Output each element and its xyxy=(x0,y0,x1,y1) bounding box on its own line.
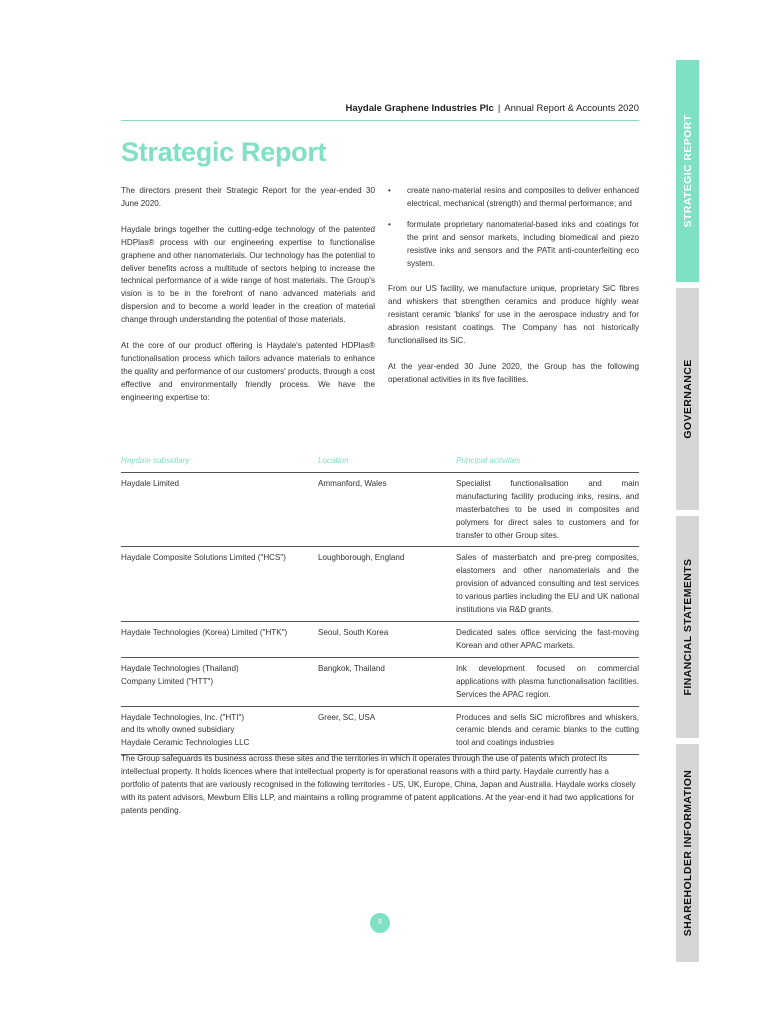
subsidiary-cell xyxy=(121,663,318,702)
activities-cell: Specialist functionalisation and main manufacturing facility producing inks, resins, and masterbatches to be used in composites and polymers for direct sales to customers and for transfer to other Group sites. xyxy=(456,478,639,540)
location-cell: Seoul, South Korea xyxy=(318,627,389,637)
tab-shareholder-information[interactable] xyxy=(676,744,699,962)
subsidiary-name-line-2: and its wholly owned subsidiary xyxy=(121,725,235,735)
header-activities: Principal activities xyxy=(456,456,521,465)
activities-cell: Sales of masterbatch and pre-preg composites, elastomers and other nanomaterials and the provision of advanced consulting and test services to various parties including the EU and UK national institutions via R&D grants. xyxy=(456,553,639,615)
activities-cell: Dedicated sales office servicing the fast-moving Korean and other APAC markets. xyxy=(456,627,639,650)
subsidiary-name: Haydale Technologies, Inc. ("HTI") xyxy=(121,712,245,722)
tab-governance[interactable] xyxy=(676,288,699,510)
subsidiary-cell xyxy=(121,478,318,543)
subsidiary-cell xyxy=(121,712,318,751)
tab-label: STRATEGIC REPORT xyxy=(681,114,694,228)
running-header xyxy=(121,103,639,114)
location-cell: Bangkok, Thailand xyxy=(318,663,385,673)
header-location: Location xyxy=(318,456,349,465)
location-cell: Greer, SC, USA xyxy=(318,712,376,722)
bullet-text: create nano-material resins and composites to deliver enhanced electrical, mechanical (strength) and thermal performance; and xyxy=(407,186,639,208)
subsidiaries-table xyxy=(121,455,639,755)
bullet-icon: • xyxy=(388,219,391,229)
intro-paragraph: The directors present their Strategic Report for the year-ended 30 June 2020. xyxy=(121,186,375,208)
tab-label: GOVERNANCE xyxy=(681,359,694,439)
subsidiary-name: Haydale Limited xyxy=(121,478,180,488)
subsidiary-name: Haydale Technologies (Korea) Limited ("HTK") xyxy=(121,627,288,637)
tab-label: FINANCIAL STATEMENTS xyxy=(681,558,694,696)
vision-paragraph: Haydale brings together the cutting-edge technology of the patented HDPlas® process with our engineering expertise to functionalise graphene and other nanomaterials. Our technology has the potential to deliver benefits across a multitude of sectors helping to increase the technical performance of a wide range of host materials. The Group's vision is to be in the forefront of nano advanced materials and dispersion and to become a world leader in the creation of material change through understanding the potential of those materials. xyxy=(121,224,375,325)
header-divider xyxy=(121,120,639,121)
expertise-list xyxy=(388,185,639,270)
list-item xyxy=(388,185,639,211)
table-row xyxy=(121,622,639,658)
bullet-icon: • xyxy=(388,186,391,195)
page-number: 9 xyxy=(370,913,390,933)
tab-strategic-report[interactable] xyxy=(676,60,699,282)
subsidiary-cell xyxy=(121,627,318,653)
table-row xyxy=(121,473,639,548)
activities-cell: Ink development focused on commercial applications with plasma functionalisation facilities. Services the APAC region. xyxy=(456,663,639,699)
table-row xyxy=(121,707,639,756)
tab-financial-statements[interactable] xyxy=(676,516,699,738)
list-item xyxy=(388,219,639,271)
operations-paragraph: At the year-ended 30 June 2020, the Group has the following operational activities in its five facilities. xyxy=(388,361,639,384)
us-facility-paragraph: From our US facility, we manufacture unique, proprietary SiC fibres and whiskers that strengthen ceramics and produce highly wear resistant ceramic 'blanks' for use in the aerospace industry and for abrasion resistant coatings. The Company has not historically functionalised its SiC. xyxy=(388,284,639,346)
header-company: Haydale Graphene Industries Plc xyxy=(345,103,494,114)
table-row xyxy=(121,658,639,707)
subsidiary-name-line-2: Company Limited ("HTT") xyxy=(121,676,214,686)
activities-cell: Produces and sells SiC microfibres and whiskers, ceramic blends and ceramic blanks to the cutting tool and coatings industries xyxy=(456,712,639,748)
header-report-title: Annual Report & Accounts 2020 xyxy=(504,103,639,114)
tab-label: SHAREHOLDER INFORMATION xyxy=(681,769,694,937)
table-header xyxy=(121,455,639,473)
subsidiary-name-line-3: Haydale Ceramic Technologies LLC xyxy=(121,738,250,748)
subsidiary-name: Haydale Technologies (Thailand) xyxy=(121,663,239,673)
page-title: Strategic Report xyxy=(121,137,327,167)
subsidiary-name: Haydale Composite Solutions Limited ("HCS") xyxy=(121,553,286,563)
table-row xyxy=(121,547,639,622)
left-column xyxy=(121,185,375,418)
right-column xyxy=(388,185,639,400)
bullet-text: formulate proprietary nanomaterial-based inks and coatings for the print and sensor markets, including biomedical and piezo resistive inks and sensors and the PATit anti-counterfeiting eco system. xyxy=(407,219,639,268)
header-separator: | xyxy=(497,103,501,114)
patents-paragraph: The Group safeguards its business across these sites and the territories in which it operates through the use of patents which protect its intellectual property. It holds licences where that intellectual property is for operational reasons with a third party. Haydale currently has a portfolio of patents that are variously recognised in the following territories - US, UK, Europe, China, Japan and Australia. Haydale works closely with its patent advisors, Mewburn Ellis LLP, and maintains a rolling programme of patent applications. At the year-end it had two applications for patents pending. xyxy=(121,754,636,815)
subsidiary-cell xyxy=(121,552,318,617)
location-cell: Loughborough, England xyxy=(318,553,405,563)
core-offering-paragraph: At the core of our product offering is Haydale's patented HDPlas® functionalisation process which tailors advance materials to enhance the quality and performance of our customers' products, through a cost effective and environmentally friendly process. We have the engineering expertise to: xyxy=(121,341,375,402)
location-cell: Ammanford, Wales xyxy=(318,478,387,488)
header-subsidiary: Haydale subsidiary xyxy=(121,456,190,465)
